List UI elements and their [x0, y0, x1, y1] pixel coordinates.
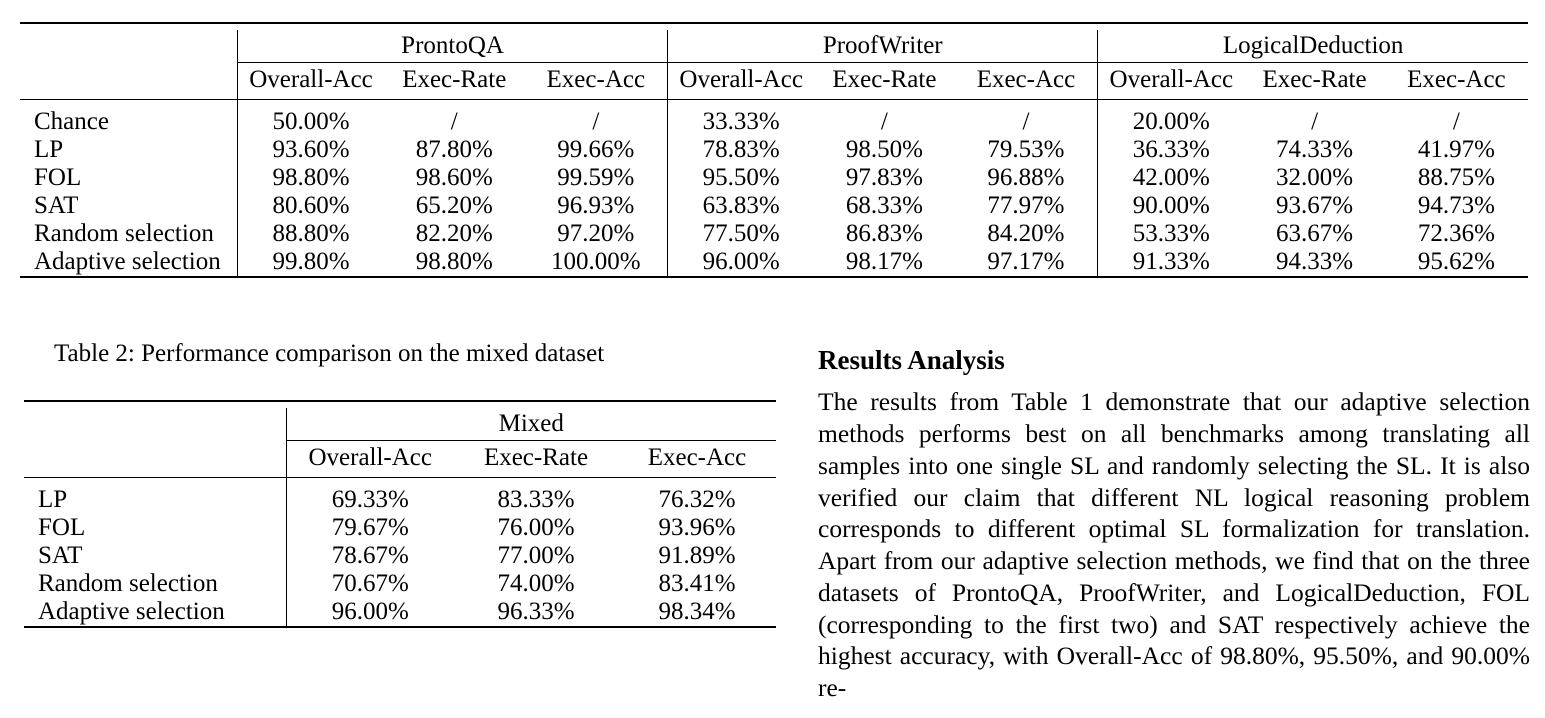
- cell: 97.20%: [557, 220, 635, 247]
- cell: 98.80%: [238, 164, 385, 192]
- group-header-logicaldeduction: LogicalDeduction: [1098, 30, 1528, 63]
- group-header-prontoqa: ProntoQA: [238, 30, 668, 63]
- cell: 33.33%: [668, 108, 815, 136]
- cell: 74.33%: [1276, 136, 1354, 163]
- row-label-random-selection: Random selection: [34, 220, 214, 247]
- cell: 63.67%: [1276, 220, 1354, 247]
- cell: 65.20%: [415, 192, 493, 219]
- cell: 96.33%: [497, 598, 575, 625]
- table-row: [20, 136, 1528, 164]
- cell: 70.67%: [286, 570, 454, 598]
- col-header-logicaldeduction-exec-acc: Exec-Acc: [1407, 66, 1506, 93]
- results-table-mixed: [24, 400, 776, 628]
- cell: 98.50%: [845, 136, 923, 163]
- table-top-rule: [20, 23, 1528, 30]
- cell: 98.60%: [415, 164, 493, 191]
- cell: 96.00%: [668, 248, 815, 276]
- col-header-mixed-exec-acc: Exec-Acc: [647, 444, 747, 471]
- cell: /: [1452, 108, 1460, 135]
- row-label-sat: SAT: [34, 192, 79, 219]
- table-row: [24, 514, 776, 542]
- cell: 93.60%: [238, 136, 385, 164]
- section-heading: Results Analysis: [818, 345, 1005, 375]
- table2-header-spacer: [24, 478, 776, 487]
- cell: 84.20%: [987, 220, 1065, 247]
- table-bottom-rule: [20, 276, 1528, 277]
- cell: 100.00%: [551, 248, 641, 275]
- cell: 69.33%: [286, 486, 454, 514]
- section-paragraph: The results from Table 1 demonstrate that our adaptive selection methods performs best on all benchmarks among translating all samples into one single SL and randomly selecting the SL. It is also verified our claim that different NL logical reasoning problem corresponds to different optimal SL formalization for translation. Apart from our adaptive selection methods, we find that on the three datasets of ProntoQA, ProofWriter, and LogicalDeduction, FOL (corresponding to the first two) and SAT respectively achieve the highest accuracy, with Overall-Acc of 98.80%, 95.50%, and 90.00% re-: [818, 387, 1530, 702]
- cell: 41.97%: [1417, 136, 1495, 163]
- results-table-main: [20, 22, 1528, 278]
- cell: 98.17%: [845, 248, 923, 275]
- table-2-caption: Table 2: Performance comparison on the mixed dataset: [54, 340, 605, 367]
- table-group-header-row: [20, 30, 1528, 63]
- table-1-container: [20, 22, 1528, 278]
- table2-column-header-row: [24, 441, 776, 478]
- cell: 99.66%: [557, 136, 635, 163]
- cell: /: [880, 108, 888, 135]
- cell: 94.33%: [1276, 248, 1354, 275]
- cell: 76.32%: [658, 486, 736, 513]
- cell: 98.34%: [658, 598, 736, 625]
- table-row: [24, 570, 776, 598]
- cell: 78.83%: [668, 136, 815, 164]
- cell: 90.00%: [1098, 192, 1245, 220]
- cell: 53.33%: [1098, 220, 1245, 248]
- row-label-sat: SAT: [38, 542, 83, 569]
- cell: 86.83%: [845, 220, 923, 247]
- cell: 42.00%: [1098, 164, 1245, 192]
- cell: 95.50%: [668, 164, 815, 192]
- table-row: [24, 542, 776, 570]
- table-2-container: [24, 400, 776, 628]
- cell: /: [450, 108, 458, 135]
- group-header-proofwriter: ProofWriter: [668, 30, 1098, 63]
- table-row: [24, 486, 776, 514]
- col-header-logicaldeduction-exec-rate: Exec-Rate: [1262, 66, 1367, 93]
- table2-bottom-rule: [24, 626, 776, 627]
- cell: 79.67%: [286, 514, 454, 542]
- cell: 88.80%: [238, 220, 385, 248]
- cell: 63.83%: [668, 192, 815, 220]
- cell: 91.33%: [1098, 248, 1245, 276]
- table-column-header-row: [20, 63, 1528, 100]
- table-row: [20, 248, 1528, 276]
- row-label-fol: FOL: [38, 514, 86, 541]
- cell: 68.33%: [845, 192, 923, 219]
- col-header-mixed-exec-rate: Exec-Rate: [483, 444, 589, 471]
- cell: 93.96%: [658, 514, 736, 541]
- cell: /: [592, 108, 600, 135]
- cell: 77.00%: [497, 542, 575, 569]
- cell: 20.00%: [1098, 108, 1245, 136]
- row-label-lp: LP: [38, 486, 68, 513]
- row-label-chance: Chance: [34, 108, 109, 135]
- cell: 72.36%: [1417, 220, 1495, 247]
- col-header-proofwriter-exec-acc: Exec-Acc: [976, 66, 1076, 93]
- cell: 98.80%: [415, 248, 493, 275]
- cell: 96.93%: [557, 192, 635, 219]
- cell: 77.97%: [987, 192, 1065, 219]
- cell: 78.67%: [286, 542, 454, 570]
- col-header-proofwriter-exec-rate: Exec-Rate: [832, 66, 937, 93]
- cell: 77.50%: [668, 220, 815, 248]
- cell: 97.17%: [987, 248, 1065, 275]
- col-header-prontoqa-overall-acc: Overall-Acc: [238, 63, 385, 100]
- table2-group-header-row: [24, 408, 776, 441]
- row-label-fol: FOL: [34, 164, 82, 191]
- cell: 83.41%: [658, 570, 736, 597]
- col-header-prontoqa-exec-acc: Exec-Acc: [546, 66, 646, 93]
- cell: 95.62%: [1417, 248, 1495, 275]
- col-header-mixed-overall-acc: Overall-Acc: [286, 441, 454, 478]
- cell: 50.00%: [238, 108, 385, 136]
- cell: 93.67%: [1276, 192, 1354, 219]
- cell: 96.88%: [987, 164, 1065, 191]
- cell: 32.00%: [1276, 164, 1354, 191]
- cell: 99.80%: [238, 248, 385, 276]
- table2-top-rule: [24, 401, 776, 408]
- cell: 36.33%: [1098, 136, 1245, 164]
- cell: /: [1311, 108, 1319, 135]
- cell: 99.59%: [557, 164, 635, 191]
- cell: 94.73%: [1417, 192, 1495, 219]
- table-header-spacer: [20, 100, 1528, 109]
- results-analysis-section: [818, 344, 1530, 704]
- cell: 82.20%: [415, 220, 493, 247]
- cell: /: [1022, 108, 1030, 135]
- cell: 76.00%: [497, 514, 575, 541]
- cell: 79.53%: [987, 136, 1065, 163]
- table-row: [20, 220, 1528, 248]
- col-header-proofwriter-overall-acc: Overall-Acc: [668, 63, 815, 100]
- row-label-random-selection: Random selection: [38, 570, 218, 597]
- table-row: [20, 192, 1528, 220]
- cell: 96.00%: [286, 598, 454, 626]
- cell: 97.83%: [845, 164, 923, 191]
- cell: 88.75%: [1417, 164, 1495, 191]
- col-header-logicaldeduction-overall-acc: Overall-Acc: [1098, 63, 1245, 100]
- cell: 83.33%: [497, 486, 575, 513]
- table-row: [20, 164, 1528, 192]
- cell: 74.00%: [497, 570, 575, 597]
- group-header-mixed: Mixed: [286, 408, 776, 441]
- row-label-adaptive-selection: Adaptive selection: [38, 598, 225, 625]
- col-header-prontoqa-exec-rate: Exec-Rate: [402, 66, 507, 93]
- table-row: [24, 598, 776, 626]
- table-row: [20, 108, 1528, 136]
- cell: 80.60%: [238, 192, 385, 220]
- row-label-adaptive-selection: Adaptive selection: [34, 248, 221, 275]
- row-label-lp: LP: [34, 136, 64, 163]
- cell: 91.89%: [658, 542, 736, 569]
- cell: 87.80%: [415, 136, 493, 163]
